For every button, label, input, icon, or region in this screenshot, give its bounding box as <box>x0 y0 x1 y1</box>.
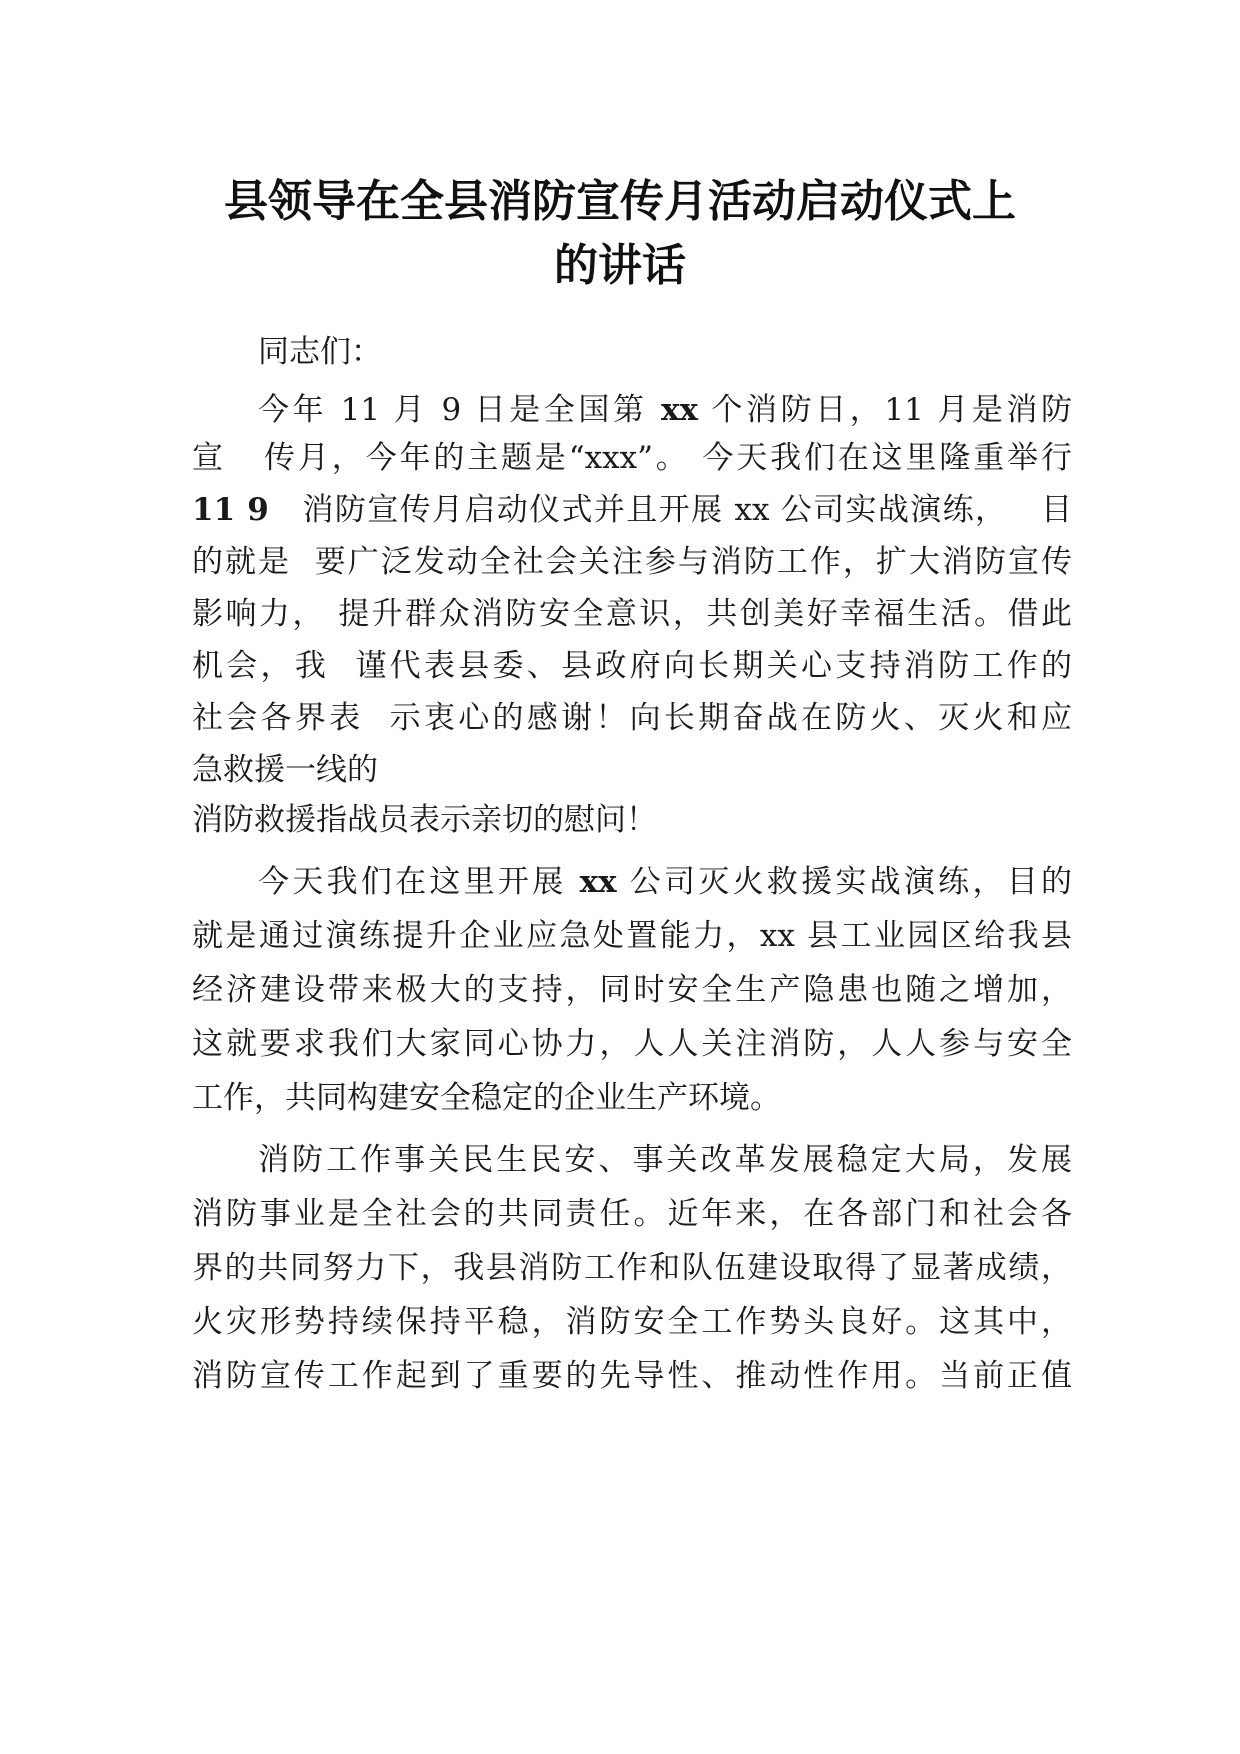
paragraph-1-line-2: 宣 传月，今年的主题是“xxx”。 今天我们在这里隆重举行 <box>192 440 1072 476</box>
paragraph-2-line-3: 经济建设带来极大的支持，同时安全生产隐患也随之增加， <box>192 972 1072 1008</box>
paragraph-3-line-5: 消防宣传工作起到了重要的先导性、推动性作用。当前正值 <box>192 1358 1072 1394</box>
paragraph-1-line-7: 社会各界表 示衷心的感谢！向长期奋战在防火、灭火和应 <box>192 700 1072 736</box>
paragraph-1-line-5: 影响力， 提升群众消防安全意识，共创美好幸福生活。借此 <box>192 596 1072 632</box>
paragraph-3-line-1: 消防工作事关民生民安、事关改革发展稳定大局，发展 <box>258 1142 1072 1178</box>
paragraph-1-line-1: 今年 11 月 9 日是全国第 xx 个消防日，11 月是消防 <box>258 392 1072 428</box>
document-title-line-2: 的讲话 <box>554 240 686 291</box>
paragraph-3-line-4: 火灾形势持续保持平稳，消防安全工作势头良好。这其中， <box>192 1304 1072 1340</box>
paragraph-3-line-2: 消防事业是全社会的共同责任。近年来，在各部门和社会各 <box>192 1196 1072 1232</box>
paragraph-2-line-2: 就是通过演练提升企业应急处置能力，xx 县工业园区给我县 <box>192 918 1072 954</box>
paragraph-1-line-6: 机会，我 谨代表县委、县政府向长期关心支持消防工作的 <box>192 648 1072 684</box>
paragraph-1-line-8: 急救援一线的 <box>192 752 378 788</box>
salutation: 同志们： <box>258 334 382 370</box>
document-title-line-1: 县领导在全县消防宣传月活动启动仪式上 <box>224 176 1016 227</box>
paragraph-2-line-5: 工作，共同构建安全稳定的企业生产环境。 <box>192 1080 781 1116</box>
paragraph-3-line-3: 界的共同努力下，我县消防工作和队伍建设取得了显著成绩， <box>192 1250 1072 1286</box>
paragraph-1-line-3: 11 9 消防宣传月启动仪式并且开展 xx 公司实战演练， 目 <box>192 492 1072 528</box>
paragraph-1-line-9: 消防救援指战员表示亲切的慰问！ <box>192 802 657 838</box>
paragraph-1-line-4: 的就是 要广泛发动全社会关注参与消防工作，扩大消防宣传 <box>192 544 1072 580</box>
paragraph-2-line-1: 今天我们在这里开展 xx 公司灭火救援实战演练，目的 <box>258 864 1072 900</box>
paragraph-2-line-4: 这就要求我们大家同心协力，人人关注消防，人人参与安全 <box>192 1026 1072 1062</box>
